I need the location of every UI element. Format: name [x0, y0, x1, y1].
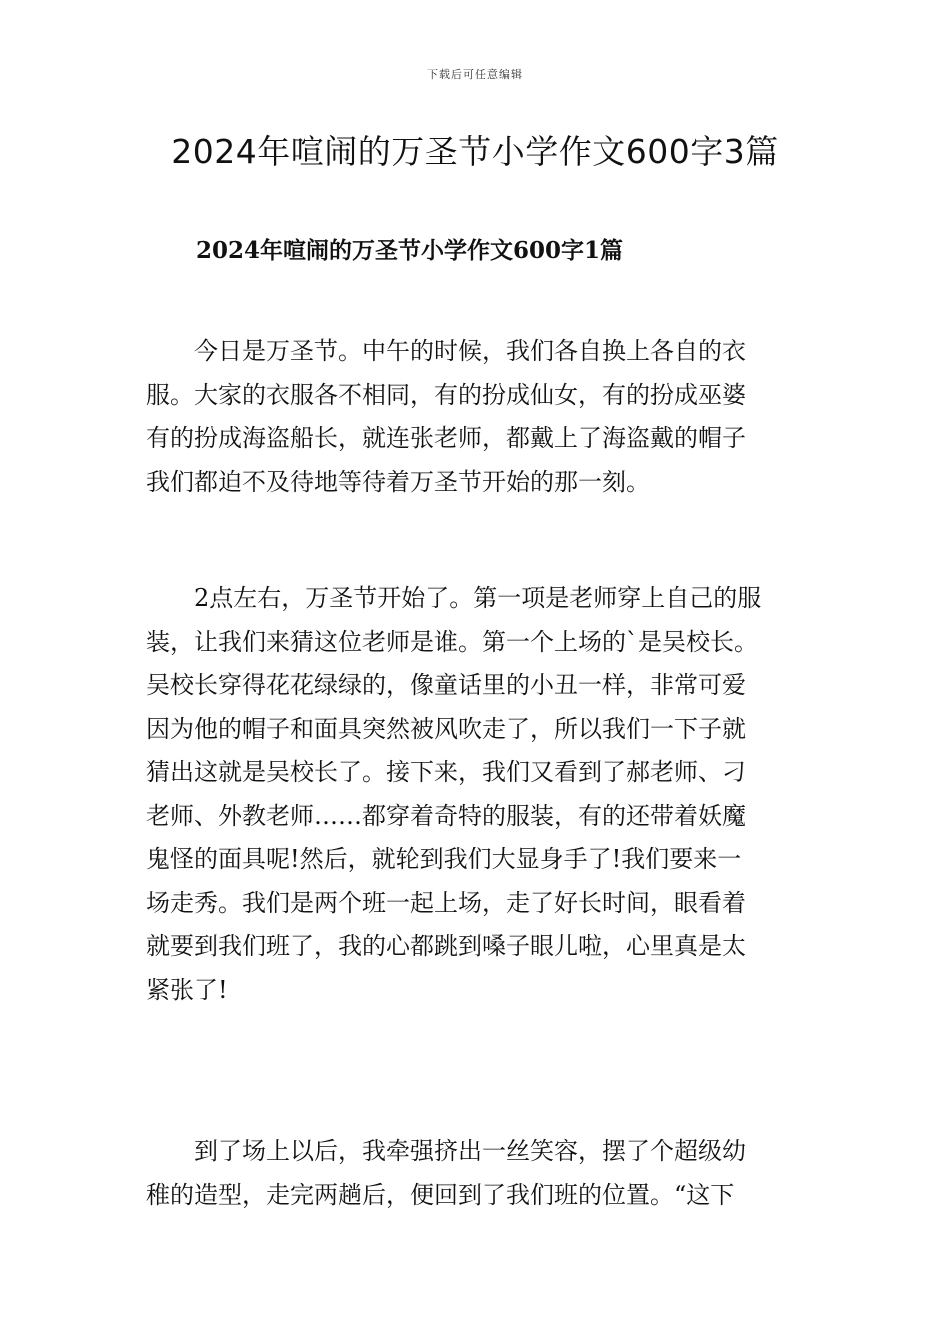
header-note: 下载后可任意编辑 [427, 68, 523, 81]
paragraph-3: 到了场上以后，我牵强挤出一丝笑容，摆了个超级幼 稚的造型，走完两趟后，便回到了我们班的位置。“这下 [146, 1137, 746, 1209]
paragraph-2: 2点左右，万圣节开始了。第一项是老师穿上自己的服 装，让我们来猜这位老师是谁。第一个上场的`是吴校长。 吴校长穿得花花绿绿的，像童话里的小丑一样，非常可爱 因为他的帽子和面具突然被风吹走了，所以我们一下子就 猜出这就是吴校长了。接下来，我们又看到了郝老师、刁 老师、外教老师……都穿着奇特的服装，有的还带着妖魔 鬼怪的面具呢!然后，就轮到我们大显身手了!我们要来一 场走秀。我们是两个班一起上场，走了好长时间，眼看着 就要到我们班了，我的心都跳到嗓子眼儿啦，心里真是太 紧张了! [146, 584, 762, 1004]
document-title: 2024年喧闹的万圣节小学作文600字3篇 [171, 132, 779, 171]
paragraph-1: 今日是万圣节。中午的时候，我们各自换上各自的衣 服。大家的衣服各不相同，有的扮成仙女，有的扮成巫婆 有的扮成海盗船长，就连张老师，都戴上了海盗戴的帽子 我们都迫不及待地等待着万圣节开始的那一刻。 [146, 337, 746, 496]
section-title: 2024年喧闹的万圣节小学作文600字1篇 [196, 237, 624, 264]
